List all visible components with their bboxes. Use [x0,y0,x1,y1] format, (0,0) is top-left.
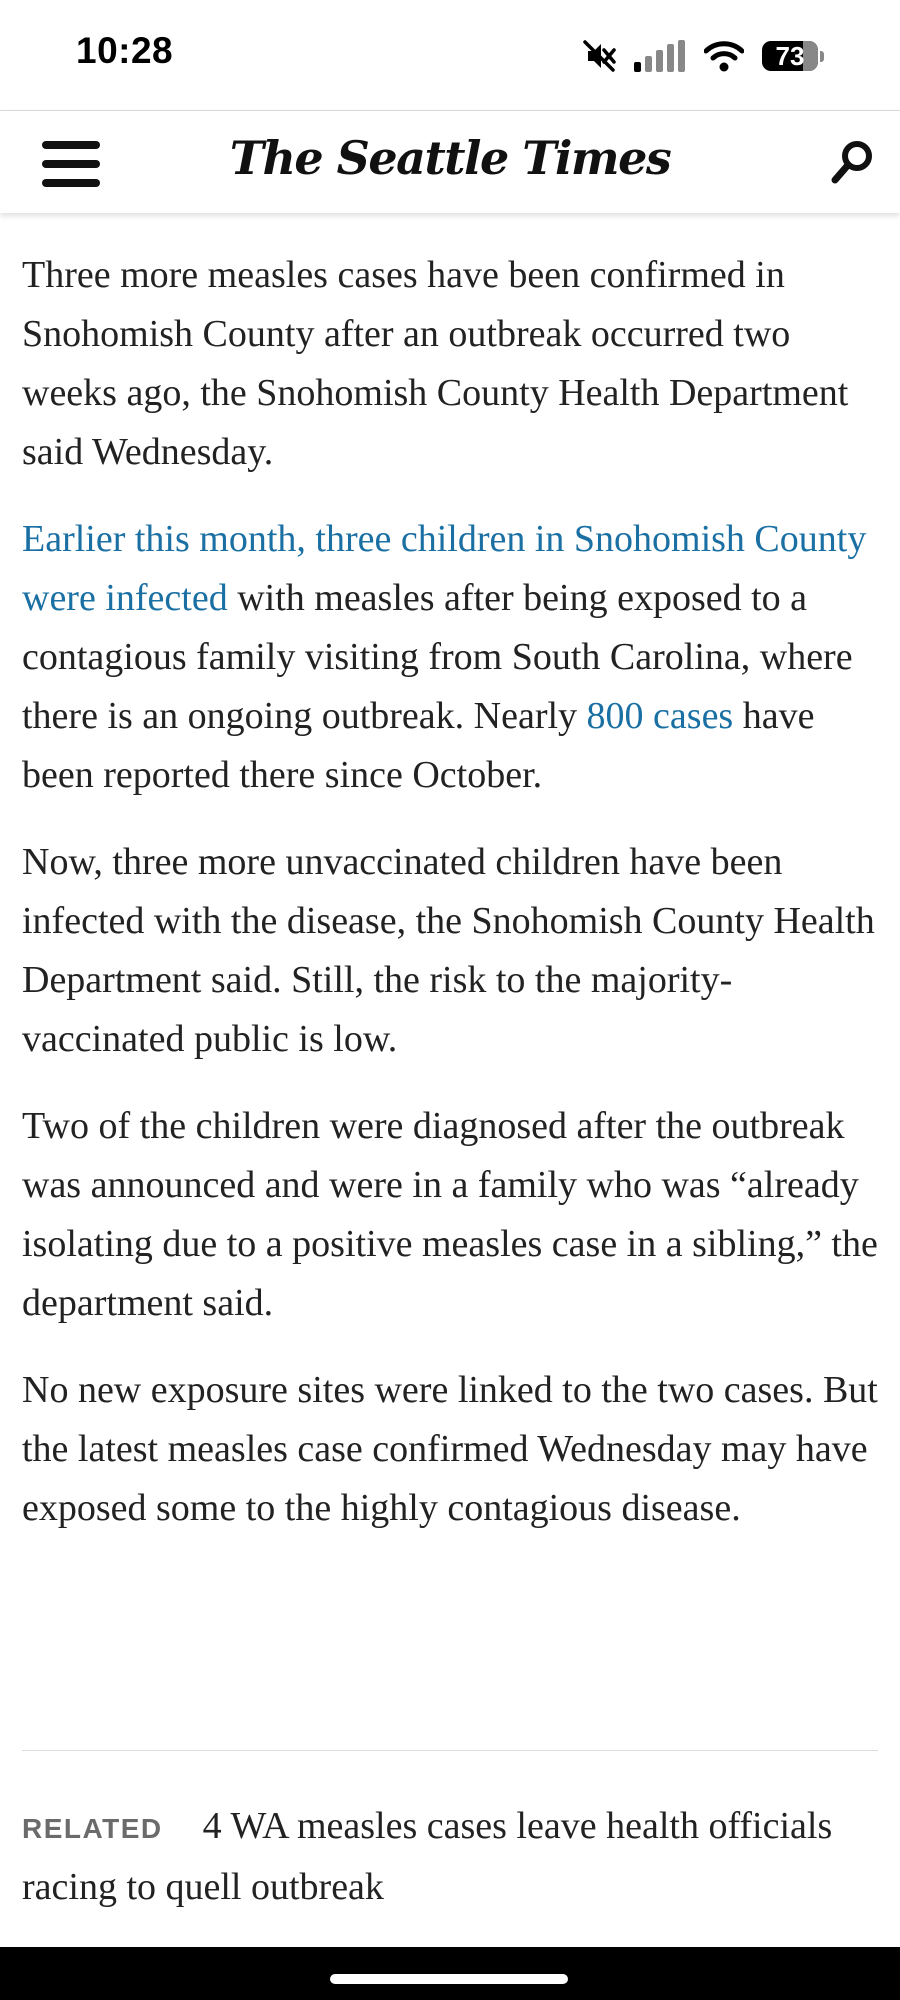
article-paragraph-5: No new exposure sites were linked to the two cases. But the latest measles case confirmed Wednesday may have exposed some to the highly contagious disease. [22,1369,878,1529]
article-paragraph-2 [22,510,882,805]
status-icons [582,36,824,76]
home-indicator[interactable] [330,1974,568,1984]
article-body [22,246,882,1566]
site-masthead[interactable]: The Seattle Times [229,131,671,185]
battery-level: 73 [775,41,805,71]
status-time: 10:28 [76,30,174,71]
article-paragraph-3: Now, three more unvaccinated children have been infected with the disease, the Snohomish County Health Department said. Still, the risk to the majority-vaccinated public is low. [22,841,875,1060]
site-header [0,110,900,213]
battery-icon [762,41,824,71]
related-story [22,1797,882,1917]
signal-icon [634,40,686,72]
mute-icon [582,39,616,73]
search-icon[interactable] [828,137,878,187]
article-paragraph-1: Three more measles cases have been confirmed in Snohomish County after an outbreak occurred two weeks ago, the Snohomish County Health Department said Wednesday. [22,254,849,473]
article-paragraph-4: Two of the children were diagnosed after the outbreak was announced and were in a family who was “already isolating due to a positive measles case in a sibling,” the department said. [22,1105,878,1324]
status-bar [0,0,900,110]
paragraph-2-text-b: have been reported there since October. [22,695,815,796]
wifi-icon [704,40,744,72]
related-label: RELATED [22,1813,163,1844]
link-earlier-infections[interactable]: Earlier this month, three children in Snohomish County were infected [22,518,867,619]
link-800-cases[interactable]: 800 cases [586,695,734,737]
section-divider [22,1750,878,1751]
related-story-link[interactable]: 4 WA measles cases leave health officials racing to quell outbreak [22,1805,833,1908]
paragraph-2-text-a: with measles after being exposed to a contagious family visiting from South Carolina, where there is an ongoing outbreak. Nearly [22,577,853,737]
